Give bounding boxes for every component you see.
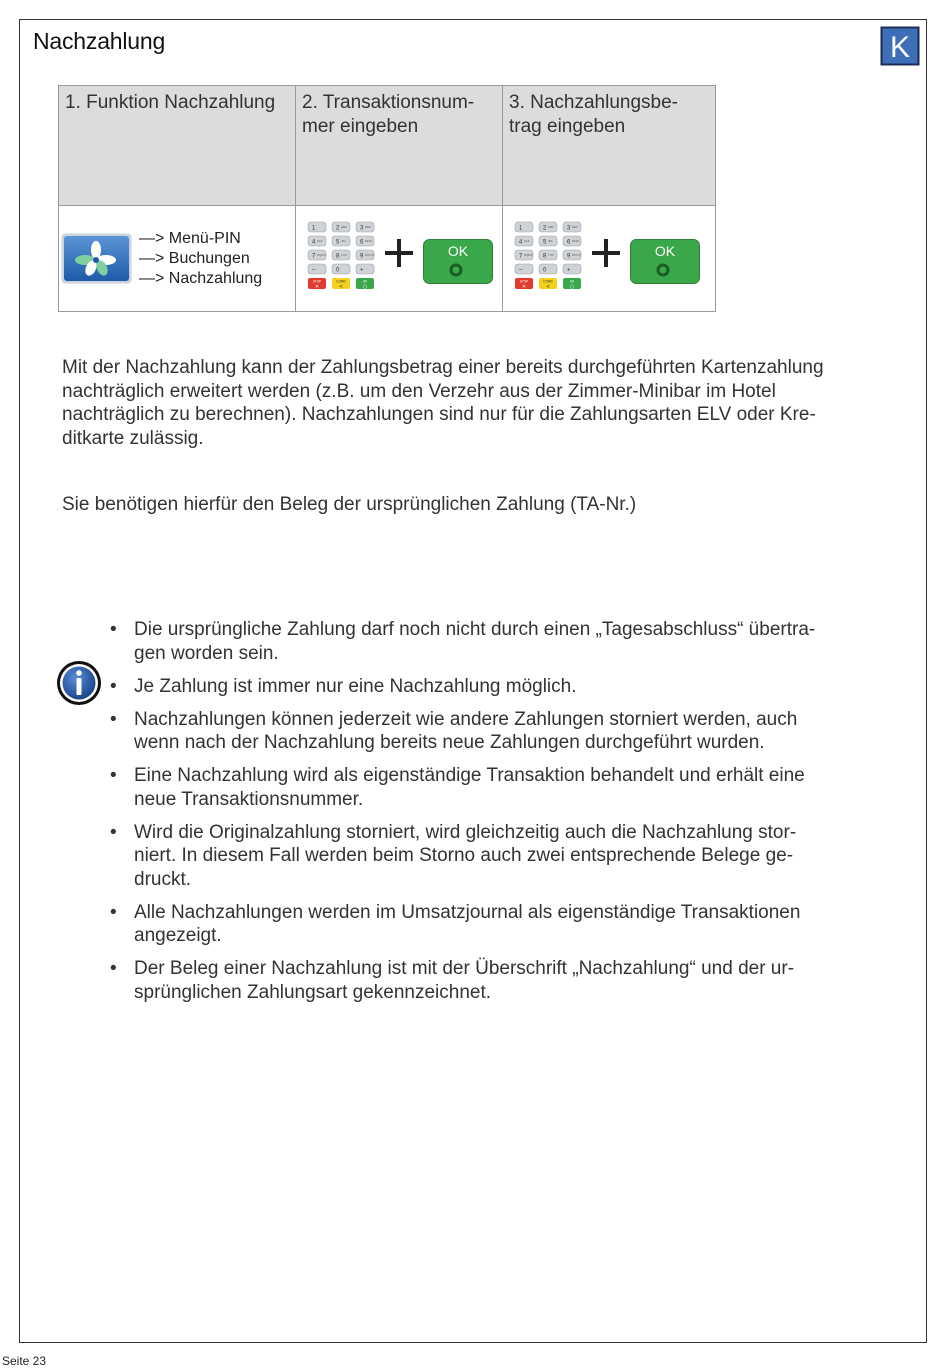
keypad-key-letters: TUV [341,253,347,257]
steps-table [58,85,716,312]
keypad-key-label: 0 [543,267,547,274]
keypad-key-letters: MNO [572,239,579,243]
step-3-header: 3. Nachzahlungsbe- trag eingeben [503,86,716,206]
bullet-icon: • [110,821,117,843]
keypad-function-symbol: < [545,284,551,290]
svg-text:K: K [889,31,911,64]
keypad-key-label: 2 [543,225,547,232]
keypad-key-label: 8 [336,253,340,260]
keypad-function-symbol: ○ [569,284,575,290]
keypad-key-label: + [567,267,571,274]
keypad-key-label: + [360,267,364,274]
keypad-key-label: 8 [543,253,547,260]
keypad-key-label: 7 [519,253,523,260]
note-item: • Die ursprüngliche Zahlung darf noch nicht durch einen „Tagesabschluss“ übertra- gen worden sein. [110,619,816,664]
keypad-key-label: 9 [360,253,364,260]
menu-path-step: —> Buchungen [139,250,250,267]
svg-text:OK: OK [654,243,676,259]
keypad-key-label: 2 [336,225,340,232]
keypad-key-letters: DEF [572,225,578,229]
menu-path-step: —> Menü-PIN [139,230,241,247]
keypad-function-symbol: < [338,284,344,290]
keypad-key-letters: GHI [524,239,530,243]
note-item: • Je Zahlung ist immer nur eine Nachzahlung möglich. [110,675,577,697]
menu-path [139,229,262,289]
keypad-key-label: 4 [519,239,523,246]
plus-icon [384,236,414,270]
plus-icon [591,236,621,270]
step-1-cell [59,206,296,312]
bullet-icon: • [110,708,117,730]
note-item: • Der Beleg einer Nachzahlung ist mit der Überschrift „Nachzahlung“ und der ur- sprünglichen Zahlungsart gekennzeichnet. [110,958,795,1003]
note-item: • Eine Nachzahlung wird als eigenständige Transaktion behandelt und erhält eine neue Transaktionsnummer. [110,765,805,810]
menu-path-step: —> Nachzahlung [139,270,263,287]
keypad-key-letters: ABC [548,225,555,229]
step-2-cell [296,206,503,312]
keypad-key-label: 5 [336,239,340,246]
keypad-key-letters: PQRS [317,253,326,257]
keypad-function-label: CORR [543,279,553,284]
keypad-key-letters: WXYZ [365,253,374,257]
steps-image-row [59,206,716,312]
keypad-key-label: 9 [567,253,571,260]
bullet-icon: • [110,901,117,923]
keypad-function-symbol: ✕ [314,284,320,290]
keypad-key [515,264,533,274]
keypad-key-letters: JKL [341,239,347,243]
keypad-key [356,264,374,274]
page-title: Nachzahlung [33,28,166,54]
step-2-header: 2. Transaktionsnum- mer eingeben [296,86,503,206]
intro-paragraph: Mit der Nachzahlung kann der Zahlungsbetrag einer bereits durchgeführten Kartenzahlung nachträglich erweitert werden (z.B. um den Verzehr aus der Zimmer-Minibar im Hotel nachträglich zu berechnen). Nachzahlungen sind nur für die Zahlungsarten ELV oder Kre- ditkarte zulässig. [62,357,824,449]
keypad-key-label: 3 [567,225,571,232]
step-1-header: 1. Funktion Nachzahlung [59,86,296,206]
keypad-function-label: OK [569,279,575,284]
requirement-paragraph: Sie benötigen hierfür den Beleg der ursprünglichen Zahlung (TA-Nr.) [62,494,637,515]
keypad-key-letters: PQRS [524,253,533,257]
keypad-key [515,222,533,232]
steps-header-row [59,86,716,206]
menu-icon [61,233,132,284]
keypad-key-letters: WXYZ [572,253,581,257]
bullet-icon: • [110,765,117,786]
ok-key-icon [630,239,700,284]
note-item: • Nachzahlungen können jederzeit wie andere Zahlungen storniert werden, auch wenn nach der Nachzahlung bereits neue Zahlungen durchgeführt wurden. [110,708,798,753]
ok-key-icon [423,239,493,284]
keypad-key-label: 1 [519,225,523,232]
keypad-key-letters: TUV [548,253,554,257]
keypad-key-letters: GHI [317,239,323,243]
keypad-function-label: STOP [519,279,529,284]
keypad-key-letters: DEF [365,225,371,229]
bullet-icon: • [110,619,117,640]
keypad-key [332,264,350,274]
keypad-function-label: OK [362,279,368,284]
keypad-function-symbol: ✕ [521,284,527,290]
notes-list [108,618,868,1014]
keypad-key-label: – [519,267,523,274]
keypad-key [308,264,326,274]
page-number: Seite 23 [2,1354,47,1368]
keypad-function-symbol: ○ [362,284,368,290]
info-icon [56,660,102,706]
keypad-key [563,264,581,274]
keypad-key-letters: ABC [341,225,348,229]
keypad-key [539,264,557,274]
svg-text:OK: OK [447,243,469,259]
keypad-key-label: 6 [360,239,364,246]
note-item: • Wird die Originalzahlung storniert, wird gleichzeitig auch die Nachzahlung stor- niert. In diesem Fall werden beim Storno auch zwei entsprechende Belege ge- druckt. [110,821,797,890]
keypad-key-label: 5 [543,239,547,246]
keypad-function-label: CORR [336,279,346,284]
bullet-icon: • [110,958,117,979]
keypad-key-letters: JKL [548,239,554,243]
logo-k-icon [880,26,920,66]
keypad-key [308,222,326,232]
keypad-key-label: 7 [312,253,316,260]
note-item: • Alle Nachzahlungen werden im Umsatzjournal als eigenständige Transaktionen angezeigt. [110,901,801,946]
keypad-key-label: 1 [312,225,316,232]
keypad-icon [513,220,585,292]
keypad-icon [306,220,378,292]
keypad-key-label: – [312,267,316,274]
keypad-key-letters: MNO [365,239,372,243]
bullet-icon: • [110,675,117,697]
keypad-function-label: STOP [312,279,322,284]
keypad-key-label: 3 [360,225,364,232]
keypad-key-label: 0 [336,267,340,274]
keypad-key-label: 6 [567,239,571,246]
step-3-cell [503,206,716,312]
keypad-key-label: 4 [312,239,316,246]
